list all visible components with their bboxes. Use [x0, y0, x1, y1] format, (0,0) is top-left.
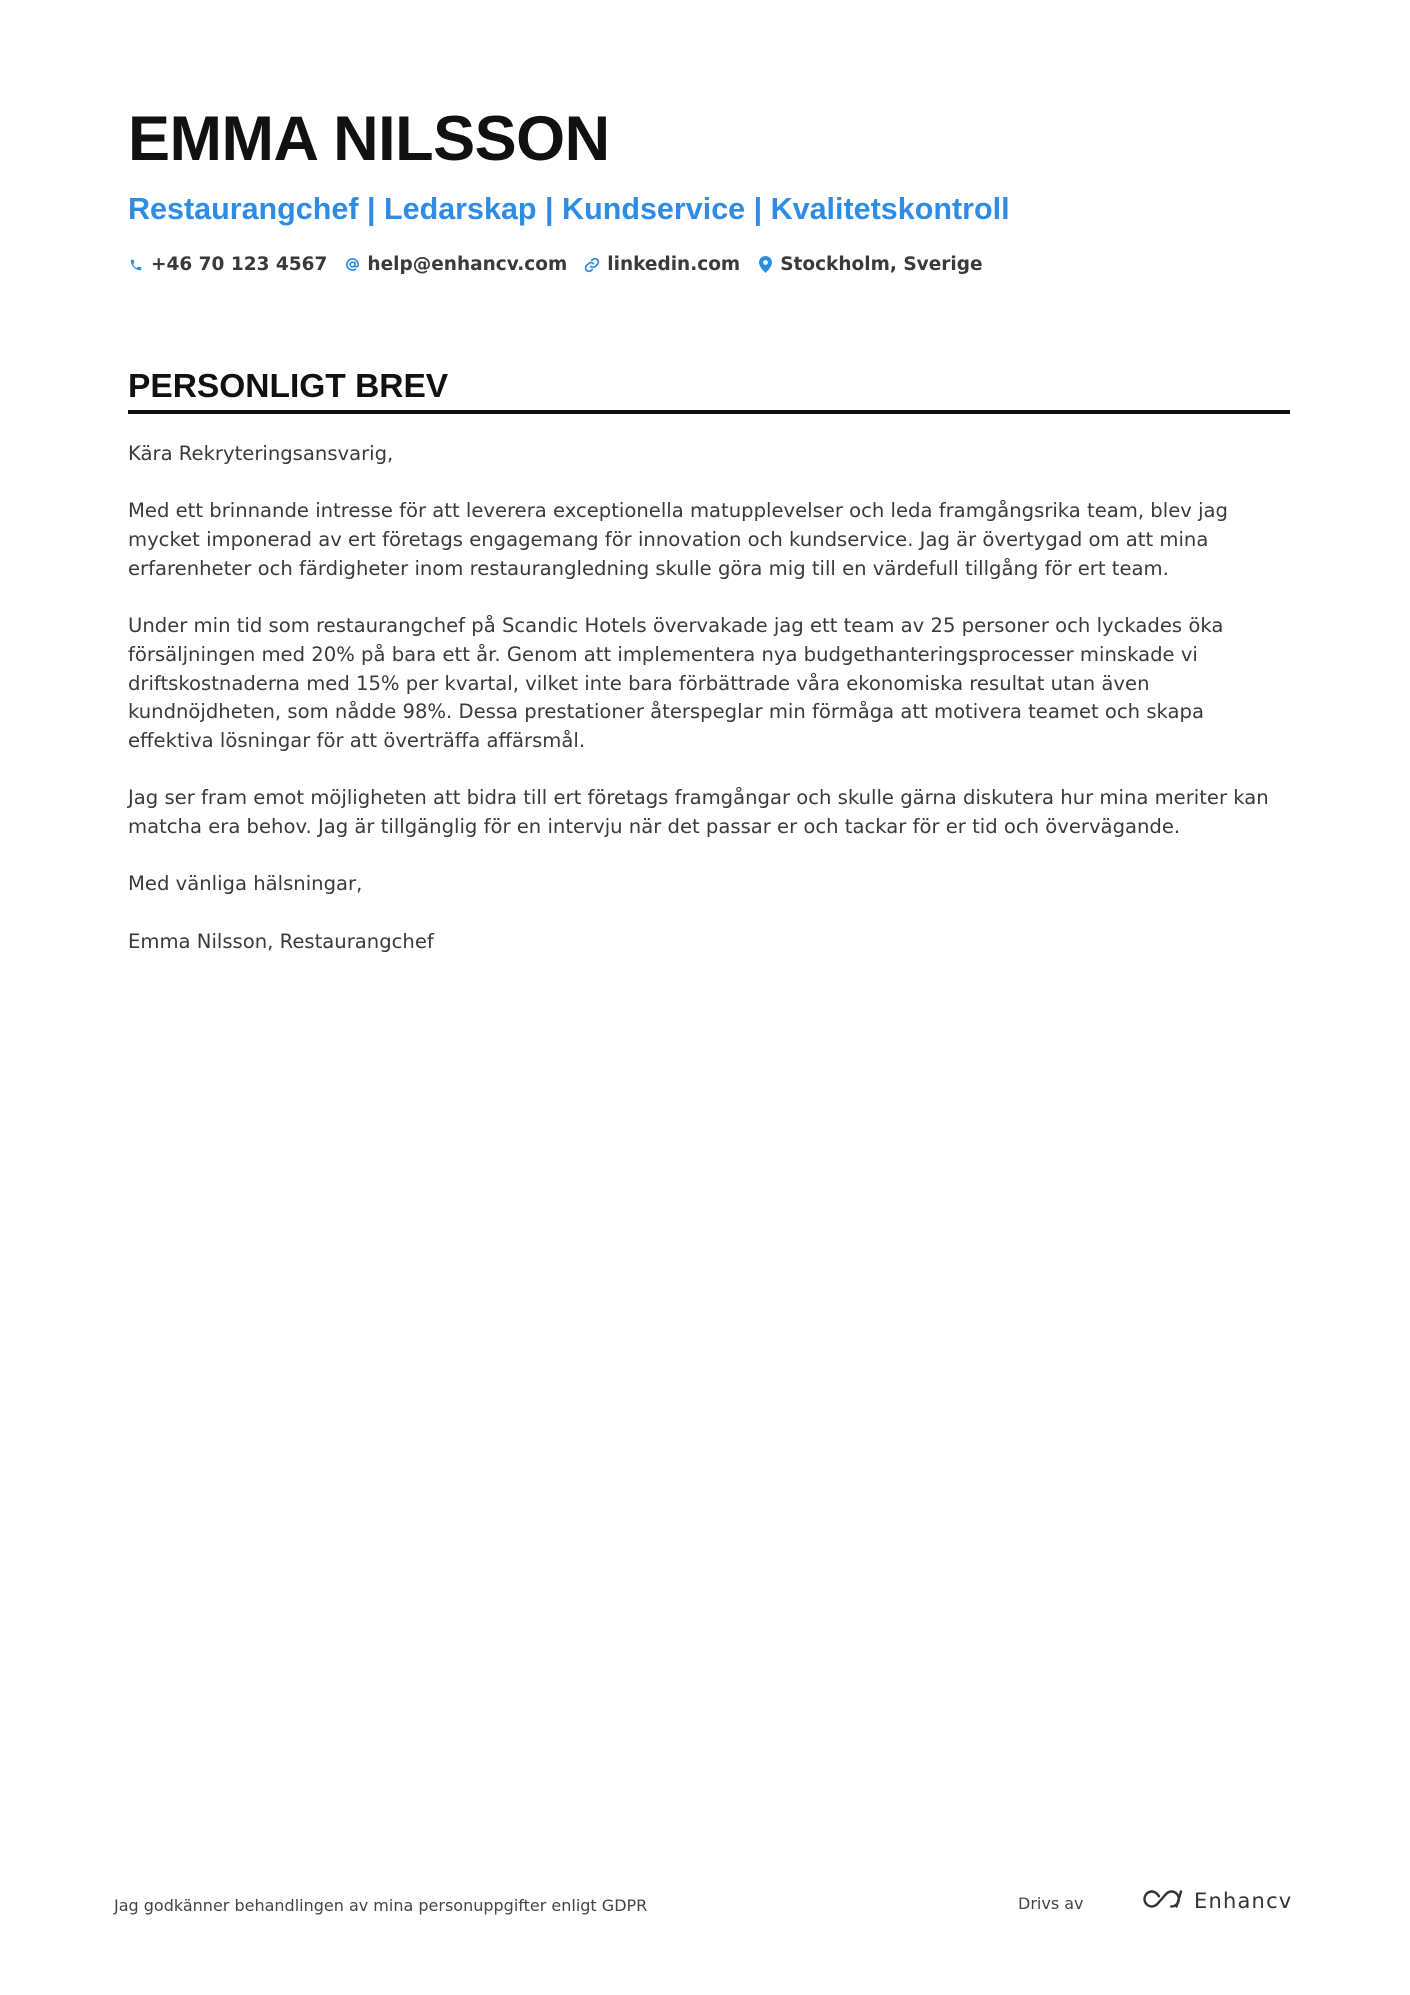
enhancv-brand[interactable] — [1138, 1886, 1292, 1916]
contact-location — [757, 254, 982, 275]
section-divider — [128, 410, 1290, 414]
gdpr-consent-note: Jag godkänner behandlingen av mina personuppgifter enligt GDPR — [114, 1896, 648, 1915]
phone-icon — [128, 256, 144, 274]
at-icon — [344, 256, 360, 274]
letter-signature: Emma Nilsson, Restaurangchef — [128, 929, 434, 953]
letter-paragraph: Med ett brinnande intresse för att leverera exceptionella matupplevelser och leda framgångsrika team, blev jag mycket imponerad av ert företags engagemang för innovation och kundservice. Jag är övertygad om att mina erfarenheter och färdigheter inom restaurangledning skulle göra mig till en värdefull tillgång för ert team. — [128, 499, 1228, 580]
powered-by-label: Drivs av — [1018, 1894, 1084, 1913]
candidate-subtitle: Restaurangchef | Ledarskap | Kundservice | Kvalitetskontroll — [128, 192, 1010, 226]
section-title: PERSONLIGT BREV — [128, 368, 449, 405]
contact-info — [128, 254, 983, 275]
enhancv-logo-icon — [1138, 1886, 1184, 1916]
contact-email-text: help@enhancv.com — [367, 254, 568, 275]
contact-location-text: Stockholm, Sverige — [780, 254, 983, 275]
link-icon — [584, 256, 600, 274]
contact-linkedin-text: linkedin.com — [607, 254, 741, 275]
letter-paragraph: Jag ser fram emot möjligheten att bidra till ert företags framgångar och skulle gärna diskutera hur mina meriter kan matcha era behov. Jag är tillgänglig för en intervju när det passar er och tackar för er tid och övervägande. — [128, 786, 1269, 839]
contact-email[interactable] — [344, 254, 567, 275]
contact-linkedin[interactable] — [584, 254, 740, 275]
contact-phone-text: +46 70 123 4567 — [151, 254, 328, 275]
candidate-name: EMMA NILSSON — [128, 104, 610, 174]
enhancv-brand-name: Enhancv — [1194, 1889, 1293, 1913]
letter-body — [128, 440, 1293, 985]
letter-paragraph: Under min tid som restaurangchef på Scandic Hotels övervakade jag ett team av 25 personer och lyckades öka försäljningen med 20% på bara ett år. Genom att implementera nya budgethanteringsprocesser minskade vi driftskostnaderna med 15% per kvartal, vilket inte bara förbättrade våra ekonomiska resultat utan även kundnöjdheten, som nådde 98%. Dessa prestationer återspeglar min förmåga att motivera teamet och skapa effektiva lösningar för att överträffa affärsmål. — [128, 614, 1224, 752]
letter-greeting: Kära Rekryteringsansvarig, — [128, 442, 394, 465]
contact-phone — [128, 254, 327, 275]
letter-closing: Med vänliga hälsningar, — [128, 872, 363, 896]
location-pin-icon — [757, 256, 773, 274]
